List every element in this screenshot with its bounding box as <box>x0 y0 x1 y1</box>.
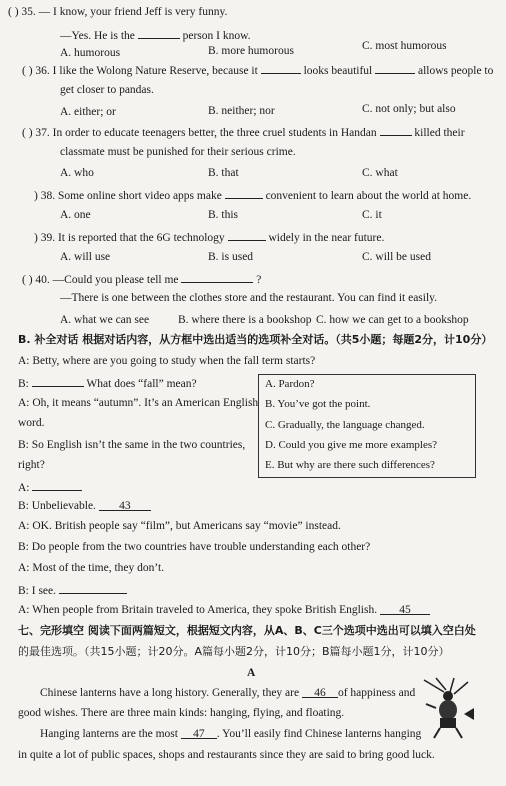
passage-p2-text-b: . You’ll easily find Chinese lanterns hanging <box>216 728 422 740</box>
dialogue-line-6: right? <box>18 459 45 471</box>
dialogue-line-12 <box>18 582 127 598</box>
q37-option-a[interactable]: A. who <box>60 167 94 179</box>
passage-label: A <box>247 667 256 679</box>
q35-option-a[interactable]: A. humorous <box>60 47 121 59</box>
blank-43[interactable] <box>99 499 151 511</box>
q38-option-a[interactable]: A. one <box>60 209 91 221</box>
box-option-c[interactable]: C. Gradually, the language changed. <box>265 419 425 431</box>
q39-option-a[interactable]: A. will use <box>60 251 111 263</box>
section-7-heading-line-1: 七、完形填空 阅读下面两篇短文，根据短文内容，从A、B、C三个选项中选出可以填入空白处 <box>18 624 476 637</box>
dialogue-line-3: A: Oh, it means “autumn”. It’s an American English <box>18 397 259 409</box>
blank-46-number: 46 <box>314 687 326 699</box>
passage-p1-line-1 <box>40 686 415 700</box>
box-option-b[interactable]: B. You’ve got the point. <box>265 398 371 410</box>
q36-number: ( ) 36. <box>22 65 50 77</box>
section-7-heading-line-2: 的最佳选项。（共15小题；计20分。A篇每小题2分，计10分；B篇每小题1分，计10分） <box>18 645 450 658</box>
q40-line2: —There is one between the clothes store and the restaurant. You can find it easily. <box>60 292 438 304</box>
blank-44[interactable] <box>59 582 127 594</box>
dialogue-line-9: A: OK. British people say “film”, but Americans say “movie” instead. <box>18 520 341 532</box>
dialogue-line-7 <box>18 479 82 495</box>
q35-line2 <box>60 27 251 43</box>
blank-46[interactable] <box>302 686 338 698</box>
q35-line2-b: person I know. <box>182 30 251 42</box>
q37-number: ( ) 37. <box>22 127 50 139</box>
blank-43-number: 43 <box>119 500 131 512</box>
blank-47-number: 47 <box>193 728 205 740</box>
q38-text-b: convenient to learn about the world at home. <box>265 190 472 202</box>
q40-option-c[interactable]: C. how we can get to a bookshop <box>316 314 469 326</box>
q40-text-b: ? <box>256 274 262 286</box>
q35-stem <box>8 5 227 19</box>
q35-blank[interactable] <box>138 27 180 39</box>
q37-stem <box>22 124 465 140</box>
passage-p2-line-2: in quite a lot of public spaces, shops and restaurants since they are said to bring good luck. <box>18 749 435 761</box>
q38-text-a: Some online short video apps make <box>57 190 222 202</box>
dialogue-line-2 <box>18 375 197 391</box>
q36-blank-2[interactable] <box>375 62 415 74</box>
q39-number: ) 39. <box>34 232 56 244</box>
q36-option-b[interactable]: B. neither; nor <box>208 105 275 117</box>
dialogue-line-4: word. <box>18 417 45 429</box>
passage-p1-text-b: of happiness and <box>337 687 416 699</box>
q36-text-a: I like the Wolong Nature Reserve, because it <box>52 65 258 77</box>
q38-option-c[interactable]: C. it <box>362 209 382 221</box>
q36-blank-1[interactable] <box>261 62 301 74</box>
passage-p2-text-a: Hanging lanterns are the most <box>40 728 178 740</box>
dialogue-line-8-text: B: Unbelievable. <box>18 500 96 512</box>
box-option-a[interactable]: A. Pardon? <box>265 378 315 390</box>
passage-p1-line-2: good wishes. There are three main kinds: hanging, flying, and floating. <box>18 707 345 719</box>
q39-blank[interactable] <box>228 229 266 241</box>
dialogue-line-1: A: Betty, where are you going to study when the fall term starts? <box>18 355 316 367</box>
q35-option-b[interactable]: B. more humorous <box>208 45 294 57</box>
q40-option-a[interactable]: A. what we can see <box>60 314 150 326</box>
q39-stem <box>34 229 384 245</box>
box-option-d[interactable]: D. Could you give me more examples? <box>265 439 437 451</box>
q36-text-b: looks beautiful <box>303 65 373 77</box>
dialogue-line-8 <box>18 499 151 513</box>
q39-text-b: widely in the near future. <box>268 232 385 244</box>
dialogue-line-7-speaker: A: <box>18 482 30 494</box>
q36-text-c: allows people to <box>418 65 494 77</box>
passage-p2-line-1 <box>40 727 421 741</box>
blank-41[interactable] <box>32 375 84 387</box>
q40-option-b[interactable]: B. where there is a bookshop <box>178 314 312 326</box>
blank-47[interactable] <box>181 727 217 739</box>
dialogue-line-10: B: Do people from the two countries have trouble understanding each other? <box>18 541 371 553</box>
blank-42[interactable] <box>32 479 82 491</box>
q39-option-c[interactable]: C. will be used <box>362 251 431 263</box>
q35-option-c[interactable]: C. most humorous <box>362 40 447 52</box>
q37-option-b[interactable]: B. that <box>208 167 239 179</box>
blank-45[interactable] <box>380 603 430 615</box>
q39-option-b[interactable]: B. is used <box>208 251 254 263</box>
q37-text-a: In order to educate teenagers better, the three cruel students in Handan <box>52 127 377 139</box>
q35-line2-a: —Yes. He is the <box>60 30 135 42</box>
dialogue-line-13 <box>18 603 430 617</box>
q39-text-a: It is reported that the 6G technology <box>57 232 225 244</box>
q36-option-c[interactable]: C. not only; but also <box>362 103 456 115</box>
lantern-illustration-icon <box>418 674 478 740</box>
q38-stem <box>34 187 471 203</box>
q40-stem <box>22 271 261 287</box>
q37-blank[interactable] <box>380 124 412 136</box>
q40-text-a: —Could you please tell me <box>52 274 179 286</box>
q36-line2: get closer to pandas. <box>60 84 154 96</box>
dialogue-line-12-text: B: I see. <box>18 585 57 597</box>
dialogue-line-2-speaker: B: <box>18 378 29 390</box>
q40-blank[interactable] <box>181 271 253 283</box>
q37-option-c[interactable]: C. what <box>362 167 398 179</box>
q38-option-b[interactable]: B. this <box>208 209 239 221</box>
q38-number: ) 38. <box>34 190 56 202</box>
section-b-heading: B. 补全对话 根据对话内容，从方框中选出适当的选项补全对话。（共5小题；每题2分，计10分） <box>18 333 493 346</box>
q36-stem <box>22 62 493 78</box>
q37-text-b: killed their <box>414 127 465 139</box>
dialogue-line-5: B: So English isn’t the same in the two countries, <box>18 439 246 451</box>
blank-45-number: 45 <box>399 604 411 616</box>
q40-number: ( ) 40. <box>22 274 50 286</box>
dialogue-line-13-text: A: When people from Britain traveled to America, they spoke British English. <box>18 604 378 616</box>
dialogue-line-2-text: What does “fall” mean? <box>86 378 197 390</box>
q36-option-a[interactable]: A. either; or <box>60 106 116 118</box>
options-box <box>258 374 476 478</box>
q38-blank[interactable] <box>225 187 263 199</box>
dialogue-line-11: A: Most of the time, they don’t. <box>18 562 165 574</box>
q37-line2: classmate must be punished for their serious crime. <box>60 146 296 158</box>
q35-number: ( ) 35. <box>8 6 36 18</box>
passage-p1-text-a: Chinese lanterns have a long history. Generally, they are <box>40 687 300 699</box>
q35-text: — I know, your friend Jeff is very funny. <box>38 6 228 18</box>
box-option-e[interactable]: E. But why are there such differences? <box>265 459 435 471</box>
